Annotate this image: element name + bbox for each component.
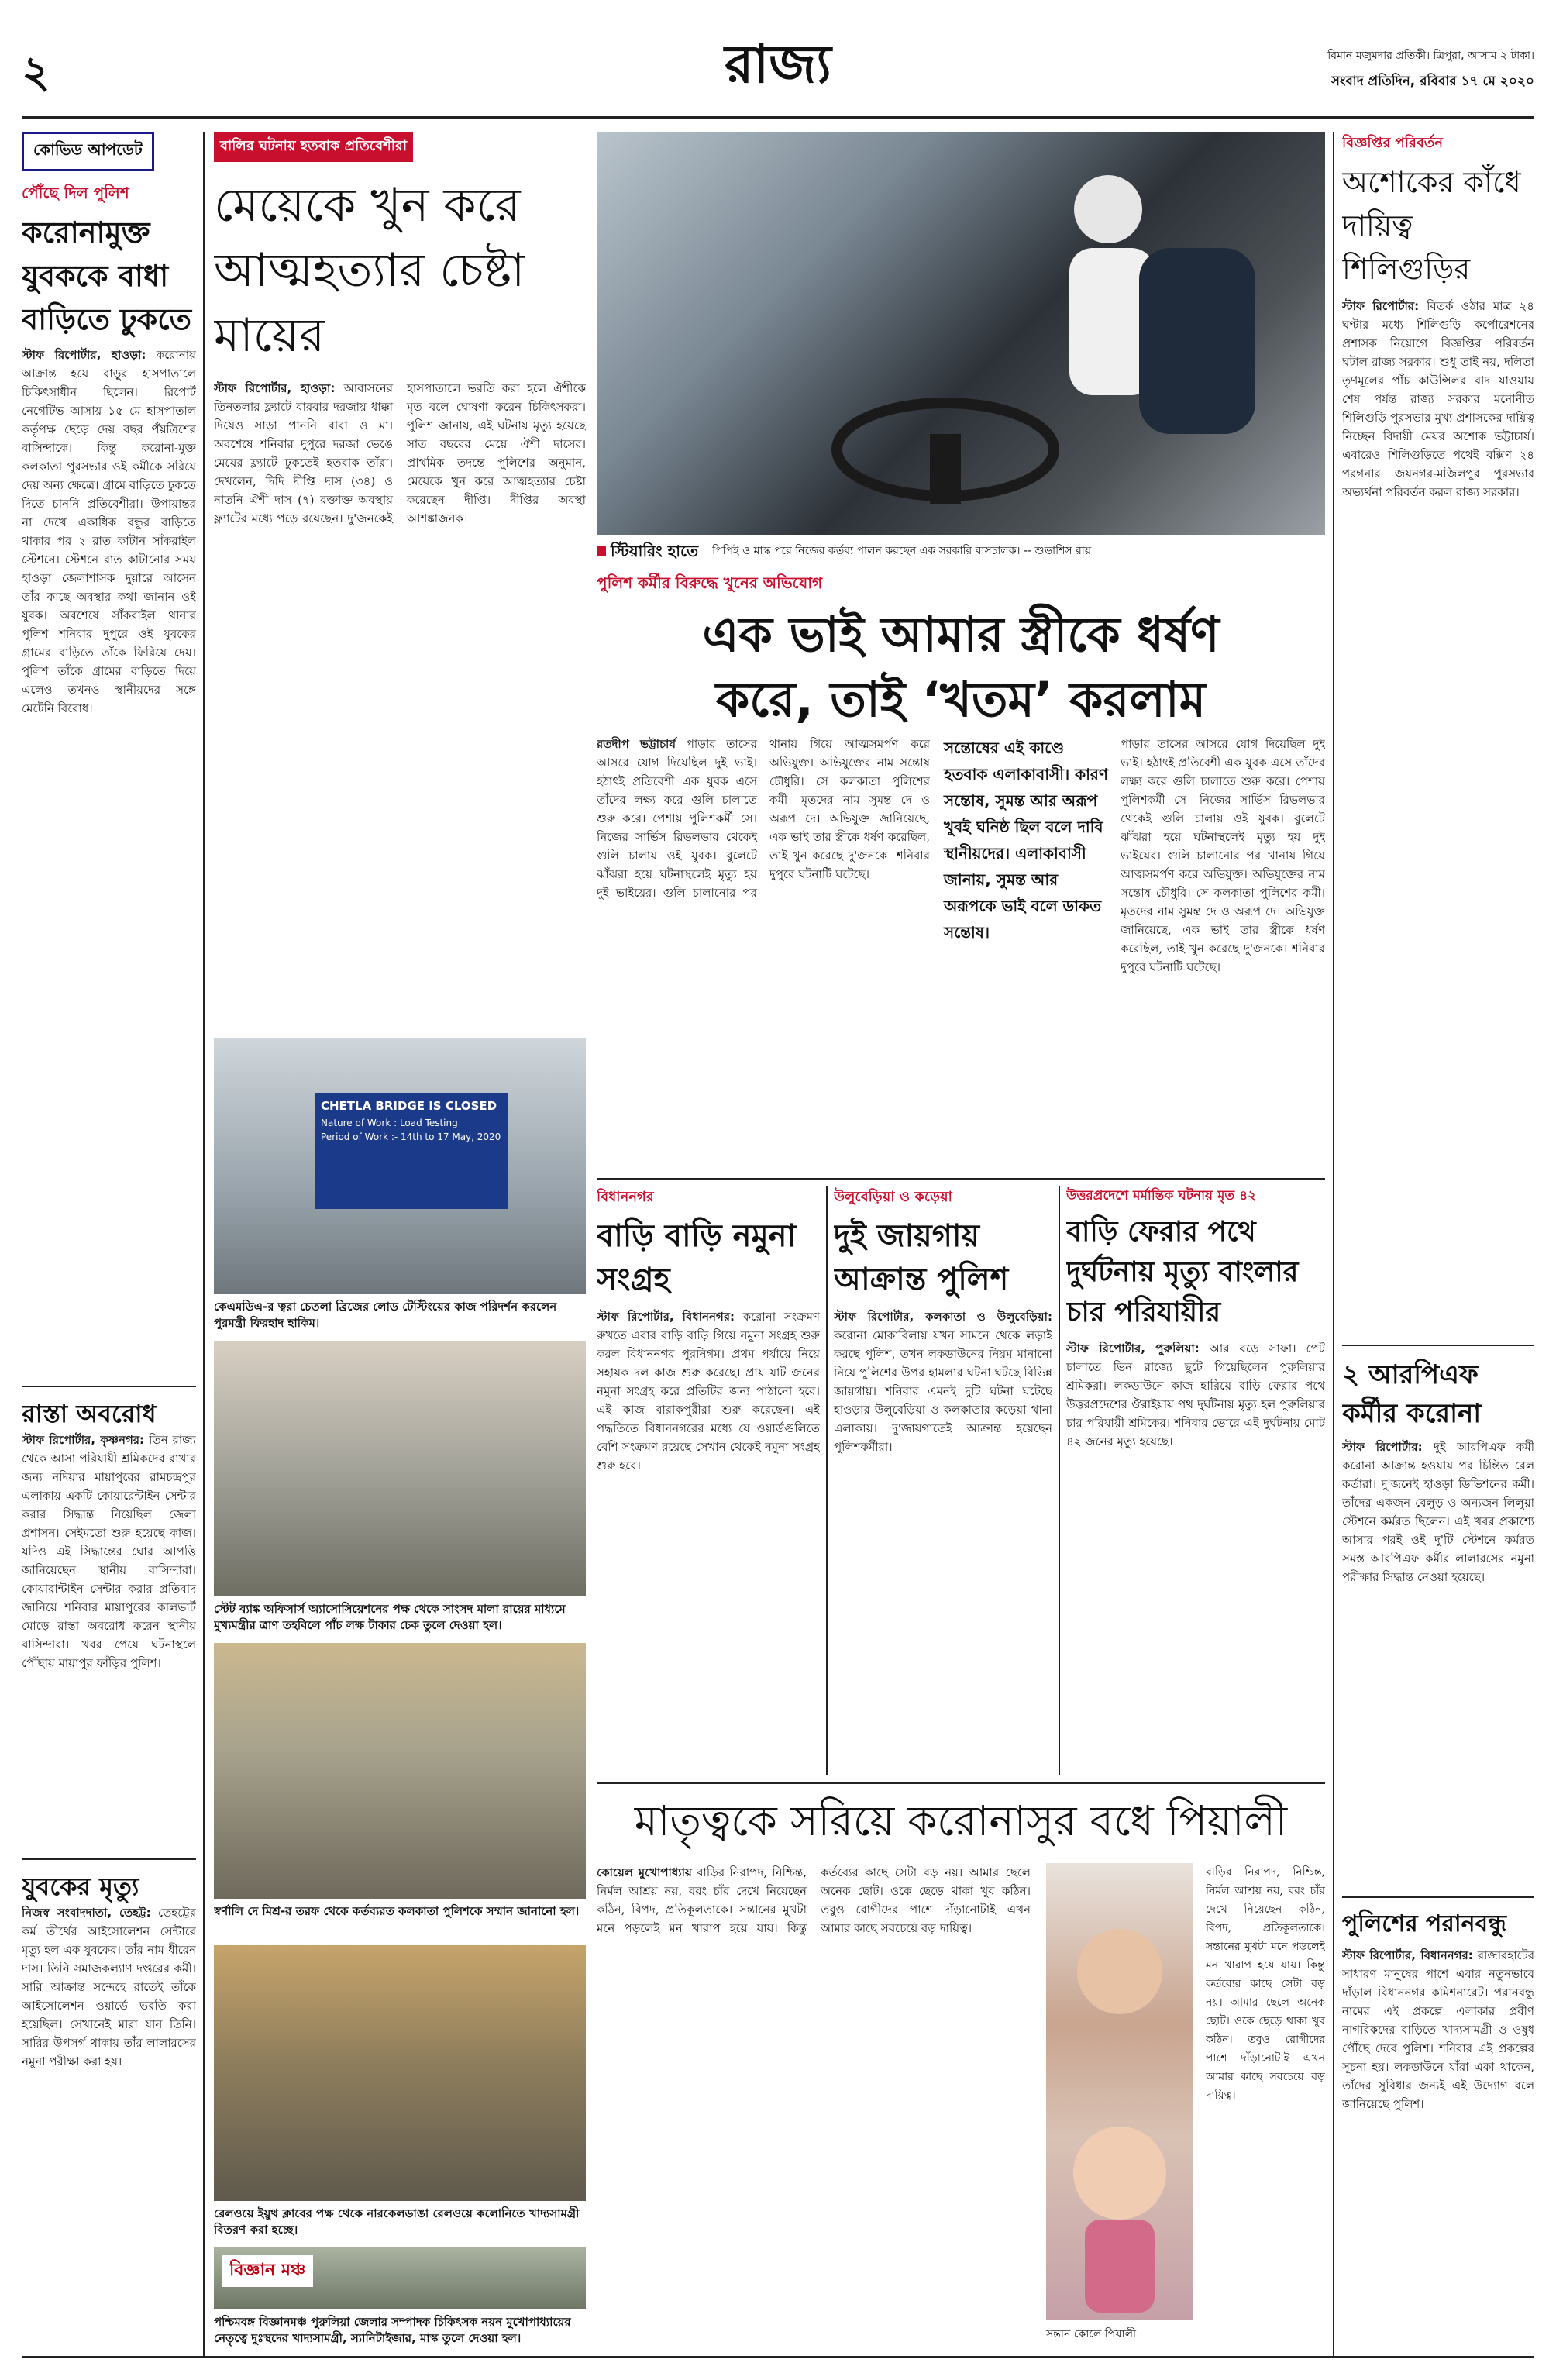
piyali-photo: [1046, 1863, 1193, 2320]
footer-rule: [22, 2356, 1534, 2358]
lead-body: [214, 379, 586, 999]
story-text: করোনা মোকাবিলায় যখন সামনে থেকে লড়াই করছে পুলিশ, তখন লকডাউনের নিয়ম মানানো নিয়ে পুলিশের উপর হামলার ঘটনা ঘটছে বিভিন্ন জায়গায়। শনিবার এমনই দুটি ঘটনা ঘটেছে হাওড়ার উলুবেড়িয়া ও কলকাতার কড়েয়া থানা এলাকায়। দু'জায়গাতেই আক্রান্ত হয়েছেন পুলিশকর্মীরা।: [834, 1328, 1052, 1454]
lead-byline: স্টাফ রিপোর্টার, হাওড়া:: [214, 381, 336, 395]
story-body: [834, 1307, 1052, 1772]
lead-headline: মেয়েকে খুন করে আত্মহত্যার চেষ্টা মায়ের: [214, 178, 525, 363]
story-headline: করোনামুক্ত যুবককে বাধা বাড়িতে ঢুকতে: [22, 215, 192, 336]
sign-line: Period of Work :- 14th to 17 May, 2020: [321, 1131, 501, 1142]
main-text-continued: পাড়ার তাসের আসরে যোগ দিয়েছিল দুই ভাই। হঠাৎই প্রতিবেশী এক যুবক এসে তাঁদের লক্ষ্য করে গুলি চালাতে শুরু করে। পেশায় পুলিশকর্মী সে। নিজের সার্ভিস রিভলভার থেকেই গুলি চালায় ওই যুবক। বুলেটে ঝাঁঝরা হয়ে ঘটনাস্থলেই মৃত্যু হয় দুই ভাইয়ের। গুলি চালানোর পর থানায় গিয়ে আত্মসমর্পণ করে অভিযুক্ত। অভিযুক্তের নাম সন্তোষ চৌধুরি। সে কলকাতা পুলিশের কর্মী। মৃতদের নাম সুমন্ত দে ও অরূপ দে। অভিযুক্ত জানিয়েছে, এক ভাই তার স্ত্রীকে ধর্ষণ করেছিল, তাই খুন করেছে দু'জনকে। শনিবার দুপুরে ঘটনাটি ঘটেছে।: [1121, 737, 1325, 974]
bus-photo-label: স্টিয়ারিং হাতে: [611, 541, 699, 560]
story-byline: স্টাফ রিপোর্টার, বিধাননগর:: [597, 1310, 735, 1324]
sign-line: Nature of Work : Load Testing: [321, 1118, 458, 1128]
column-divider: [826, 1186, 828, 1775]
page-number: ২: [22, 47, 50, 98]
story-byline: স্টাফ রিপোর্টার, কৃষ্ণনগর:: [22, 1433, 145, 1447]
main-body: [597, 735, 930, 1169]
main-story: [597, 572, 1325, 1176]
column-divider: [1059, 1186, 1060, 1775]
story-kicker: পৌঁছে দিল পুলিশ: [22, 184, 129, 202]
covid-update-tag: [22, 132, 154, 171]
date-line: সংবাদ প্রতিদিন, রবিবার ১৭ মে ২০২০: [1331, 74, 1534, 89]
story-byline: স্টাফ রিপোর্টার:: [1342, 1440, 1423, 1454]
bridge-photo: [214, 1038, 586, 1294]
section-title: রাজ্য: [725, 34, 831, 95]
section-rule: [597, 1178, 1325, 1180]
masthead: [22, 23, 1534, 116]
lead-story: [214, 132, 586, 1116]
food-distribution-photo: [214, 1945, 586, 2201]
piyali-headline: মাতৃত্বকে সরিয়ে করোনাসুর বধে পিয়ালী: [634, 1796, 1288, 1845]
backpack-icon: [1131, 240, 1263, 442]
story-body: [1342, 1438, 1534, 1887]
story-headline: পুলিশের পরানবন্ধু: [1342, 1910, 1506, 1937]
story-headline: বাড়ি বাড়ি নমুনা সংগ্রহ: [597, 1218, 797, 1297]
photo-caption: রেলওয়ে ইয়ুথ ক্লাবের পক্ষ থেকে নারকেলডাঙা রেলওয়ে কলোনিতে খাদ্যসামগ্রী বিতরণ করা হচ্ছে।: [214, 2206, 580, 2237]
story-divider: [1342, 1896, 1534, 1898]
lead-kicker: [214, 132, 413, 162]
piyali-body-continued: [1206, 1863, 1325, 2344]
bigyan-mancha-photo: [214, 2247, 586, 2309]
piyali-text: বাড়ির নিরাপদ, নিশ্চিন্ত, নির্মল আশ্রয় নয়, বরং চাঁর দেখে নিয়েছেন কঠিন, বিপদ, প্রতিকূলতাকে। সন্তানের মুখটা মনে পড়লেই মন খারাপ হয়ে যায়। কিন্তু কর্তব্যের কাছে সেটা বড় নয়। আমার ছেলে অনেক ছোট। ওকে ছেড়ে থাকা খুব কঠিন। তবুও রোগীদের পাশে দাঁড়ানোটাই এখন আমার কাছে সবচেয়ে বড় দায়িত্ব।: [597, 1865, 1031, 1935]
story-headline: বাড়ি ফেরার পথে দুর্ঘটনায় মৃত্যু বাংলার চার পরিযায়ীর: [1066, 1216, 1299, 1328]
photo-caption: পশ্চিমবঙ্গ বিজ্ঞানমঞ্চ পুরুলিয়া জেলার সম্পাদক চিকিৎসক নয়ন মুখোপাধ্যায়ের নেতৃত্বে দুঃস্থদের খাদ্যসামগ্রী, স্যানিটাইজার, মাস্ক তুলে দেওয়া হল।: [214, 2315, 571, 2345]
steering-wheel-icon: [829, 387, 1062, 511]
story-headline: ২ আরপিএফ কর্মীর করোনা: [1342, 1359, 1482, 1429]
police-honour-photo: [214, 1643, 586, 1899]
main-body-continued: [1121, 735, 1325, 1169]
masthead-rule: [22, 116, 1534, 119]
column-divider: [203, 132, 205, 2356]
story-text: তেহট্টের কর্ম তীর্থের আইসোলেশন সেন্টারে মৃত্যু হল এক যুবকের। তাঁর নাম ধীরেন দাস। তিনি সমাজকল্যাণ দপ্তরের কর্মী। সারি আক্রান্ত সন্দেহে রাতেই তাঁকে আইসোলেশন ওয়ার্ডে ভরতি করা হয়েছিল। সেখানেই মারা যান তিনি। সারির উপসর্গ থাকায় তাঁর লালারসের নমুনা পরীক্ষা করা হয়।: [22, 1906, 196, 2068]
main-byline: রতদীপ ভট্টাচার্য: [597, 737, 676, 751]
story-body: [1342, 297, 1534, 1335]
bus-driver-photo: [597, 132, 1325, 535]
story-body: [1066, 1339, 1325, 1775]
story-byline: স্টাফ রিপোর্টার:: [1342, 299, 1420, 313]
story-headline: দুই জায়গায় আক্রান্ত পুলিশ: [834, 1218, 1009, 1297]
story-text: করোনা সংক্রমণ রুখতে এবার বাড়ি বাড়ি গিয়ে নমুনা সংগ্রহ শুরু করল বিধাননগর পুরনিগম। প্রথম পর্যায়ে নিয়ে সহায়ক দল কাজ শুরু করেছে। প্রায় যাট জনের নমুনা সংগ্রহ করে প্রতিটির জন্য পাঠানো হবে। এই কাজ বারাকপুরীরা শুরু করেছেন। এই পদ্ধতিতে বিধাননগরের মধ্যে যে ওয়ার্ডগুলিতে বেশি সংক্রমণ রয়েছে সেখান থেকেই নমুনা সংগ্রহ শুরু হবে।: [597, 1310, 820, 1472]
piyali-text-continued: বাড়ির নিরাপদ, নিশ্চিন্ত, নির্মল আশ্রয় নয়, বরং চাঁর দেখে নিয়েছেন কঠিন, বিপদ, প্রতিকূলতাকে। সন্তানের মুখটা মনে পড়লেই মন খারাপ হয়ে যায়। কিন্তু কর্তব্যের কাছে সেটা বড় নয়। আমার ছেলে অনেক ছোট। ওকে ছেড়ে থাকা খুব কঠিন। তবুও রোগীদের পাশে দাঁড়ানোটাই এখন আমার কাছে সবচেয়ে বড় দায়িত্ব।: [1206, 1866, 1325, 2102]
main-text: পাড়ার তাসের আসরে যোগ দিয়েছিল দুই ভাই। হঠাৎই প্রতিবেশী এক যুবক এসে তাঁদের লক্ষ্য করে গুলি চালাতে শুরু করে। পেশায় পুলিশকর্মী সে। নিজের সার্ভিস রিভলভার থেকেই গুলি চালায় ওই যুবক। বুলেটে ঝাঁঝরা হয়ে ঘটনাস্থলেই মৃত্যু হয় দুই ভাইয়ের। গুলি চালানোর পর থানায় গিয়ে আত্মসমর্পণ করে অভিযুক্ত। অভিযুক্তের নাম সন্তোষ চৌধুরি। সে কলকাতা পুলিশের কর্মী। মৃতদের নাম সুমন্ত দে ও অরূপ দে। অভিযুক্ত জানিয়েছে, এক ভাই তার স্ত্রীকে ধর্ষণ করেছিল, তাই খুন করেছে দু'জনকে। শনিবার দুপুরে ঘটনাটি ঘটেছে।: [597, 737, 930, 900]
story-body: [597, 1307, 820, 1772]
sign-line: CHETLA BRIDGE IS CLOSED: [321, 1099, 497, 1113]
photo-caption: কেএমডিএ-র ত্বরা চেতলা ব্রিজের লোড টেস্টিংয়ের কাজ পরিদর্শন করলেন পুরমন্ত্রী ফিরহাদ হাকিম।: [214, 1300, 557, 1330]
bus-photo-block: [597, 132, 1325, 566]
photo-column: [214, 1038, 586, 2356]
story-body: [22, 346, 196, 1376]
story-headline: অশোকের কাঁধে দায়িত্ব শিলিগুড়ির: [1342, 165, 1521, 286]
piyali-byline: কোয়েল মুখোপাধ্যায়: [597, 1865, 692, 1879]
lead-kicker-text: বালির ঘটনায় হতবাক প্রতিবেশীরা: [220, 138, 408, 154]
mother-child-figure: [1046, 1863, 1193, 2320]
story-kicker: উলুবেড়িয়া ও কড়েয়া: [834, 1189, 952, 1205]
story-headline: রাস্তা অবরোধ: [22, 1399, 157, 1428]
section-rule: [597, 1782, 1325, 1784]
bus-photo-caption: [597, 538, 1325, 564]
story-body: [22, 1903, 196, 2291]
cheque-photo: [214, 1341, 586, 1596]
story-text: আর বড়ে সাফা। পেট চালাতে ভিন রাজ্যে ছুটে গিয়েছিলেন পুরুলিয়ার শ্রমিকরা। লকডাউনে কাজ হারিয়ে বাড়ি ফেরার পথে উত্তরপ্রদেশের ঔরাইয়ায় পথ দুর্ঘটনায় মৃত্যু হল পুরুলিয়ার চার পরিযায়ী শ্রমিকের। শনিবার ভোরে এই দুর্ঘটনায় মোট ৪২ জনের মৃত্যু হয়েছে।: [1066, 1342, 1325, 1448]
story-byline: স্টাফ রিপোর্টার, কলকাতা ও উলুবেড়িয়া:: [834, 1310, 1052, 1324]
bidhannagar-story: [597, 1186, 820, 1775]
bus-photo-label-marker: [597, 546, 606, 556]
story-body: [1342, 1946, 1534, 2356]
piyali-photo-caption: সন্তান কোলে পিয়ালী: [1046, 2328, 1137, 2340]
story-byline: নিজস্ব সংবাদদাতা, তেহট্ট:: [22, 1906, 151, 1920]
piyali-story: [597, 1793, 1325, 2359]
column-divider: [1333, 132, 1334, 2356]
main-kicker: পুলিশ কর্মীর বিরুদ্ধে খুনের অভিযোগ: [597, 573, 823, 592]
main-pullquote: সন্তোষের এই কাণ্ডে হতবাক এলাকাবাসী। কারণ সন্তোষ, সুমন্ত আর অরূপ খুবই ঘনিষ্ঠ ছিল বলে দাবি স্থানীয়দের। এলাকাবাসী জানায়, সুমন্ত আর অরূপকে ভাই বলে ডাকত সন্তোষ।: [944, 739, 1108, 942]
story-headline: যুবকের মৃত্যু: [22, 1872, 139, 1901]
uluberia-story: [834, 1186, 1052, 1775]
story-divider: [22, 1386, 196, 1387]
story-byline: স্টাফ রিপোর্টার, বিধাননগর:: [1342, 1948, 1473, 1962]
story-text: দুই আরপিএফ কর্মী করোনা আক্রান্ত হওয়ায় পর চিন্তিত রেল কর্তারা। দু'জনেই হাওড়া ডিভিশনের কর্মী। তাঁদের একজন বেলুড় ও অন্যজন লিলুয়া স্টেশনে কর্মরত ছিলেন। এই খবর প্রকাশ্যে আসার পরই ওই দু'টি স্টেশনে কর্মরত সমস্ত আরপিএফ কর্মীর লালারসের নমুনা পরীক্ষার সিদ্ধান্ত নেওয়া হয়েছে।: [1342, 1440, 1534, 1584]
right-section-tag: বিজ্ঞপ্তির পরিবর্তন: [1342, 135, 1444, 151]
right-column: [1342, 132, 1534, 2356]
story-text: তিন রাজ্য থেকে আসা পরিযায়ী শ্রমিকদের রাখার জন্য নদিয়ার মায়াপুরের রামচন্দ্রপুর এলাকায় একটি কোয়ারেন্টাইন সেন্টার করার সিদ্ধান্ত নিয়েছিল জেলা প্রশাসন। সেইমতো শুরু হয়েছে কাজ। যদিও এই সিদ্ধান্তের ঘোর আপত্তি জানিয়েছেন স্থানীয় বাসিন্দারা। কোয়ারান্টাইন সেন্টার করার প্রতিবাদ জানিয়ে শনিবার মায়াপুরের কালভার্ট মোড়ে রাস্তা অবরোধ করেন স্থানীয় বাসিন্দারা। খবর পেয়ে ঘটনাস্থলে পৌঁছায় মায়াপুর ফাঁড়ির পুলিশ।: [22, 1433, 196, 1670]
story-byline: স্টাফ রিপোর্টার, পুরুলিয়া:: [1066, 1342, 1200, 1355]
story-kicker: বিধাননগর: [597, 1189, 654, 1205]
up-accident-story: [1066, 1186, 1325, 1775]
story-text: রাজারহাটের সাধারণ মানুষের পাশে এবার নতুনভাবে দাঁড়াল বিধাননগর কমিশনারেট। পরানবন্ধু নামের এই প্রকল্পে এলাকার প্রবীণ নাগরিকদের বাড়িতে খাদ্যসামগ্রী ও ওষুধ পৌঁছে দেবে পুলিশ। শনিবার এই প্রকল্পের সূচনা হয়। লকডাউনে যাঁরা একা থাকেন, তাঁদের সুবিধার জন্যই এই উদ্যোগ বলে জানিয়েছে পুলিশ।: [1342, 1948, 1534, 2111]
story-byline: স্টাফ রিপোর্টার, হাওড়া:: [22, 348, 146, 362]
bigyan-mancha-banner: বিজ্ঞান মঞ্চ: [222, 2255, 313, 2287]
left-column: [22, 132, 196, 2356]
story-divider: [1342, 1345, 1534, 1346]
piyali-body: [597, 1863, 1031, 2344]
covid-update-label: কোভিড আপডেট: [33, 140, 143, 159]
bridge-sign: [315, 1093, 508, 1209]
story-kicker: উত্তরপ্রদেশে মর্মান্তিক ঘটনায় মৃত ৪২: [1066, 1188, 1257, 1204]
story-body: [22, 1431, 196, 1849]
main-headline-line1: এক ভাই আমার স্ত্রীকে ধর্ষণ: [702, 606, 1220, 663]
story-divider: [22, 1858, 196, 1860]
publisher-line: বিমান মজুমদার প্রতিকী। ত্রিপুরা, আসাম ২ টাকা।: [1327, 50, 1534, 62]
photo-caption: স্টেট ব্যাঙ্ক অফিসার্স অ্যাসোসিয়েশনের পক্ষ থেকে সাংসদ মালা রায়ের মাধ্যমে মুখ্যমন্ত্রীর ত্রাণ তহবিলে পাঁচ লক্ষ টাকার চেক তুলে দেওয়া হল।: [214, 1602, 566, 1632]
story-text: করোনায় আক্রান্ত হয়ে বাড়ুর হাসপাতালে চিকিৎসাধীন ছিলেন। রিপোর্ট নেগেটিভ আসায় ১৫ মে হাসপাতাল কর্তৃপক্ষ ছেড়ে দেয় বছর পঁয়ত্রিশের বাসিন্দাকে। কিন্তু করোনা-মুক্ত কলকাতা পুরসভার ওই কর্মীকে সরিয়ে দেয় অন্য ক্ষেত্রে। গ্রামে বাড়িতে ঢুকতে দিতে চাননি প্রতিবেশীরা। উপায়ান্তর না দেখে একাধিক বন্ধুর বাড়িতে থাকার পর ২ রাত কাটান সাঁকরাইল স্টেশনে। স্টেশনে রাত কাটানোর সময় হাওড়া জেলাশাসক দুয়ারে আসেন তাঁর কাছে অবস্থার কথা জানান ওই যুবক। অবশেষে সাঁকরাইল থানার পুলিশ শনিবার দুপুরে ওই যুবকের গ্রামের বাড়িতে তাঁকে ফিরিয়ে দেয়। পুলিশ তাঁকে গ্রামের বাড়িতে দিয়ে এলেও তখনও স্থানীয়দের সঙ্গে মেটেনি বিরোধ।: [22, 348, 196, 715]
bus-photo-caption-text: পিপিই ও মাস্ক পরে নিজের কর্তব্য পালন করছেন এক সরকারি বাসচালক। -- শুভাশিস রায়: [712, 544, 1092, 557]
story-text: বিতর্ক ওঠার মাত্র ২৪ ঘণ্টার মধ্যে শিলিগুড়ি কর্পোরেশনের প্রশাসক নিয়োগে বিজ্ঞপ্তির পরিবর্তন ঘটাল রাজ্য সরকার। শুধু তাই নয়, দলিতা তৃণমূলের পাঁচ কাউন্সিলর বাদ যাওয়ায় শেষ পর্যন্ত রাজ্য সরকার মনোনীত শিলিগুড়ি পুরসভার মুখ্য প্রশাসকের দায়িত্ব নিচ্ছেন বিদায়ী মেয়র অশোক ভট্টাচার্য। এবারেও শিলিগুড়িতে পথেই বক্সিণ ২৪ পরগনার জয়নগর-মজিলপুর পুরসভার অভ্যর্থনা পরিবর্তন করল রাজ্য সরকার।: [1342, 299, 1534, 499]
main-headline-line2: করে, তাই ‘খতম’ করলাম: [715, 671, 1207, 728]
photo-caption: স্বর্ণালি দে মিশ্র-র তরফ থেকে কর্তব্যরত কলকাতা পুলিশকে সম্মান জানানো হল।: [214, 1904, 580, 1918]
lead-text: আবাসনের তিনতলার ফ্ল্যাটে বারবার দরজায় ধাক্কা দিয়েও সাড়া পাননি বাবা ও মা। অবশেষে শনিবার দুপুরে দরজা ভেঙে মেয়ের ফ্ল্যাটে ঢুকতেই হতবাক তাঁরা। দেখলেন, দিদি দীপ্তি দাস (৩৪) ও নাতনি ঐশী দাস (৭) রক্তাক্ত অবস্থায় ফ্ল্যাটের মধ্যে পড়ে রয়েছেন। দু'জনকেই হাসপাতালে ভরতি করা হলে ঐশীকে মৃত বলে ঘোষণা করেন চিকিৎসকরা। পুলিশ জানায়, এই ঘটনায় মৃত্যু হয়েছে সাত বছরের মেয়ে ঐশী দাসের। প্রাথমিক তদন্তে পুলিশের অনুমান, মেয়েকে খুন করে আত্মহত্যার চেষ্টা করেছেন দীপ্তি। দীপ্তির অবস্থা আশঙ্কাজনক।: [214, 381, 586, 525]
